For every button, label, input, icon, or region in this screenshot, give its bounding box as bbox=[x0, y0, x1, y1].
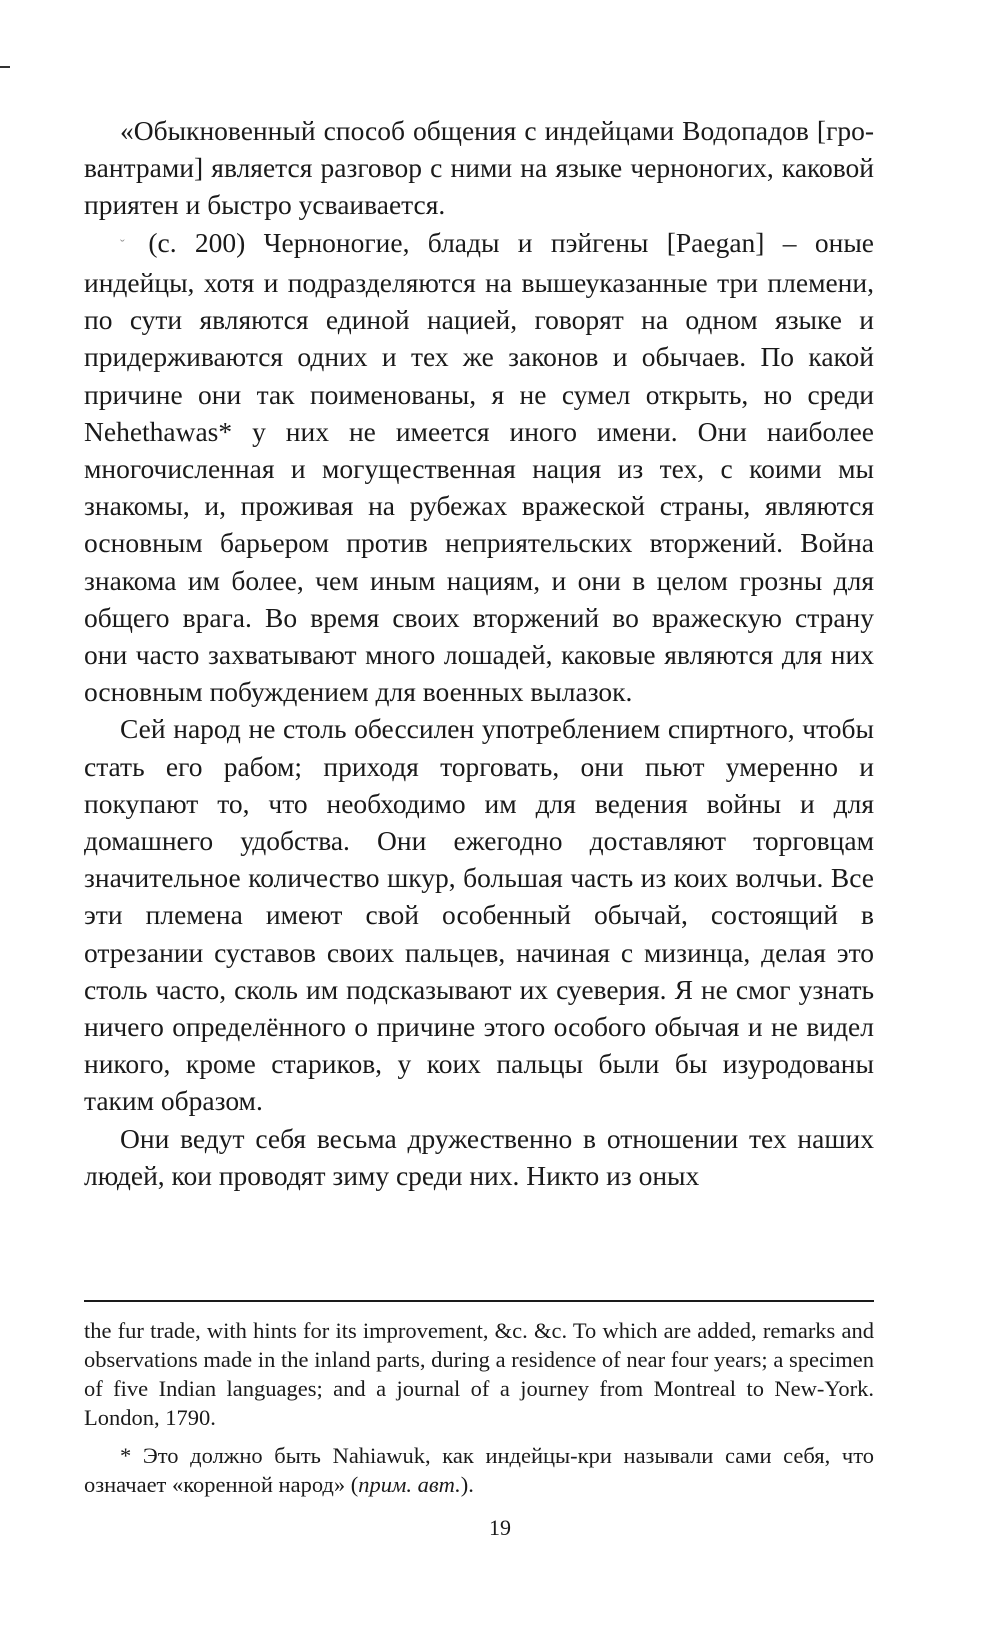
paragraph-3: Сей народ не столь обессилен употреблением спиртного, чтобы стать его рабом; приходя торговать, они пьют умеренно и покупают то, что необходимо им для ведения войны и для домашнего удобства. Они ежегодно доставляют торговцам значительное количество шкур, большая часть из коих волчьи. Все эти племена имеют свой особенный обычай, состоящий в отрезании суставов своих пальцев, начиная с мизинца, делая это столь часто, сколь им подсказывают их суеверия. Я не смог узнать ничего определённого о причине этого особого обычая и не видел никого, кроме стариков, у коих пальцы были бы изуродованы таким образом. bbox=[84, 713, 874, 1117]
footnote-note-open: ( bbox=[350, 1472, 359, 1497]
footnote-note-close: ). bbox=[460, 1472, 474, 1497]
paragraph-1: «Обыкновенный способ общения с индейцами Водопадов [гро-вантрами] является разговор с ними на языке черноногих, каковой приятен и быстро усваивается. bbox=[84, 115, 874, 221]
footnote-star bbox=[84, 1441, 874, 1499]
paragraph-4: Они ведут себя весьма дружественно в отношении тех наших людей, кои проводят зиму среди них. Никто из оных bbox=[84, 1122, 874, 1191]
footnote-author-note: прим. авт. bbox=[358, 1472, 461, 1497]
main-text bbox=[84, 112, 874, 1194]
page-number: 19 bbox=[489, 1515, 511, 1540]
footnote-continuation: the fur trade, with hints for its improvement, &c. &c. To which are added, remarks and observations made in the inland parts, during a residence of near four years; a specimen of five Indian languages; and a journal of a journey from Montreal to New-York. London, 1790. bbox=[84, 1318, 874, 1430]
footnotes bbox=[84, 1316, 874, 1499]
footnote-separator bbox=[84, 1300, 874, 1302]
page-edge-mark bbox=[0, 66, 10, 68]
paragraph-2-text: (с. 200) Черноногие, блады и пэйгены [Paegan] – оные индейцы, хотя и подразделяются на вышеуказанные три племени, по сути являются единой нацией, говорят на одном языке и придерживаются одних и тех же законов и обычаев. По какой причине они так поименованы, я не сумел открыть, но среди Nehethawas* у них не имеется иного имени. Они наиболее многочисленная и могущественная нация из тех, с коими мы знакомы, и, проживая на рубежах вражеской страны, являются основным барьером против неприятельских вторжений. Война знакома им более, чем иным нациям, и они в целом грозны для общего врага. Во время своих вторжений во вражескую страну они часто захватывают много лошадей, каковые являются для них основным побуждением для военных вылазок. bbox=[84, 226, 874, 708]
paragraph-2 bbox=[84, 224, 874, 711]
footnote-marker: * bbox=[120, 1443, 132, 1468]
footnote-star-text: Это должно быть Nahiawuk, как индейцы-кри называли сами себя, что означает «коренной народ» bbox=[84, 1443, 874, 1497]
margin-mark: ˇ bbox=[120, 237, 125, 253]
